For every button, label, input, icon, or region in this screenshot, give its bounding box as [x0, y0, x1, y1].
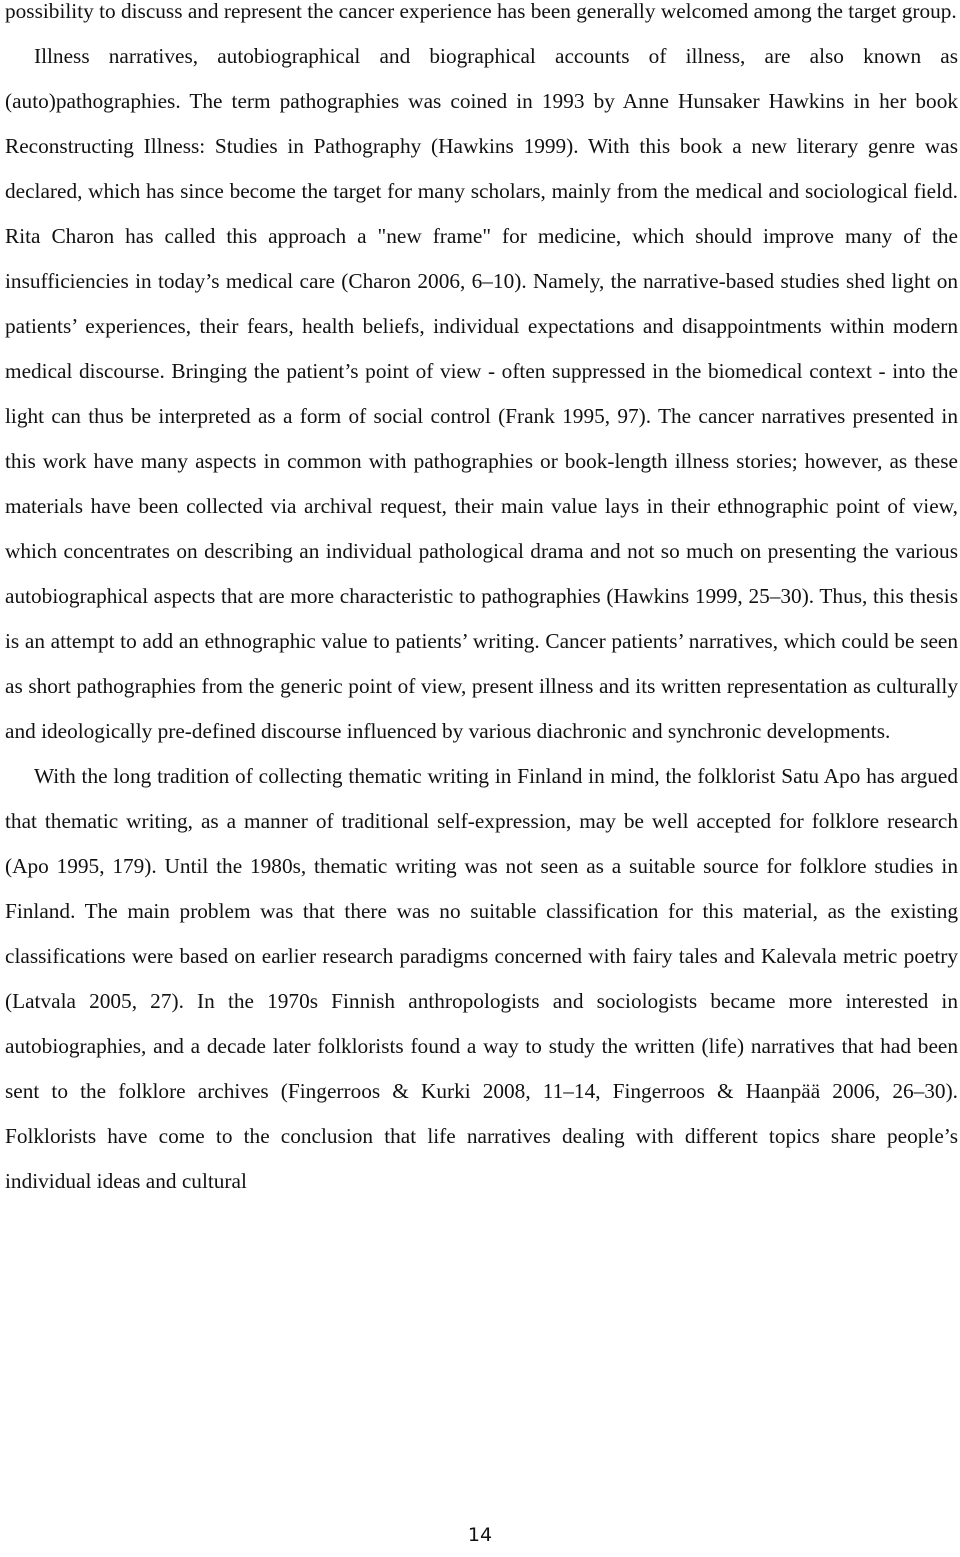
paragraph-continuation: possibility to discuss and represent the cancer experience has been generally welcomed among the target group. — [5, 0, 957, 23]
document-page — [5, 0, 958, 1204]
paragraph-thematic-writing: With the long tradition of collecting thematic writing in Finland in mind, the folklorist Satu Apo has argued that thematic writing, as a manner of traditional self-expression, may be well accepted for folklore research (Apo 1995, 179). Until the 1980s, thematic writing was not seen as a suitable source for folklore studies in Finland. The main problem was that there was no suitable classification for this material, as the existing classifications were based on earlier research paradigms concerned with fairy tales and Kalevala metric poetry (Latvala 2005, 27). In the 1970s Finnish anthropologists and sociologists became more interested in autobiographies, and a decade later folklorists found a way to study the written (life) narratives that had been sent to the folklore archives (Fingerroos & Kurki 2008, 11–14, Fingerroos & Haanpää 2006, 26–30). Folklorists have come to the conclusion that life narratives dealing with different topics share people’s individual ideas and cultural — [5, 764, 958, 1193]
paragraph-illness-narratives: Illness narratives, autobiographical and biographical accounts of illness, are also known as (auto)pathographies. The term pathographies was coined in 1993 by Anne Hunsaker Hawkins in her book Reconstructing Illness: Studies in Pathography (Hawkins 1999). With this book a new literary genre was declared, which has since become the target for many scholars, mainly from the medical and sociological field. Rita Charon has called this approach a "new frame" for medicine, which should improve many of the insufficiencies in today’s medical care (Charon 2006, 6–10). Namely, the narrative-based studies shed light on patients’ experiences, their fears, health beliefs, individual expectations and disappointments within modern medical discourse. Bringing the patient’s point of view - often suppressed in the biomedical context - into the light can thus be interpreted as a form of social control (Frank 1995, 97). The cancer narratives presented in this work have many aspects in common with pathographies or book-length illness stories; however, as these materials have been collected via archival request, their main value lays in their ethnographic point of view, which concentrates on describing an individual pathological drama and not so much on presenting the various autobiographical aspects that are more characteristic to pathographies (Hawkins 1999, 25–30). Thus, this thesis is an attempt to add an ethnographic value to patients’ writing. Cancer patients’ narratives, which could be seen as short pathographies from the generic point of view, present illness and its written representation as culturally and ideologically pre-defined discourse influenced by various diachronic and synchronic developments. — [5, 44, 958, 743]
page-number: 14 — [467, 1524, 493, 1546]
